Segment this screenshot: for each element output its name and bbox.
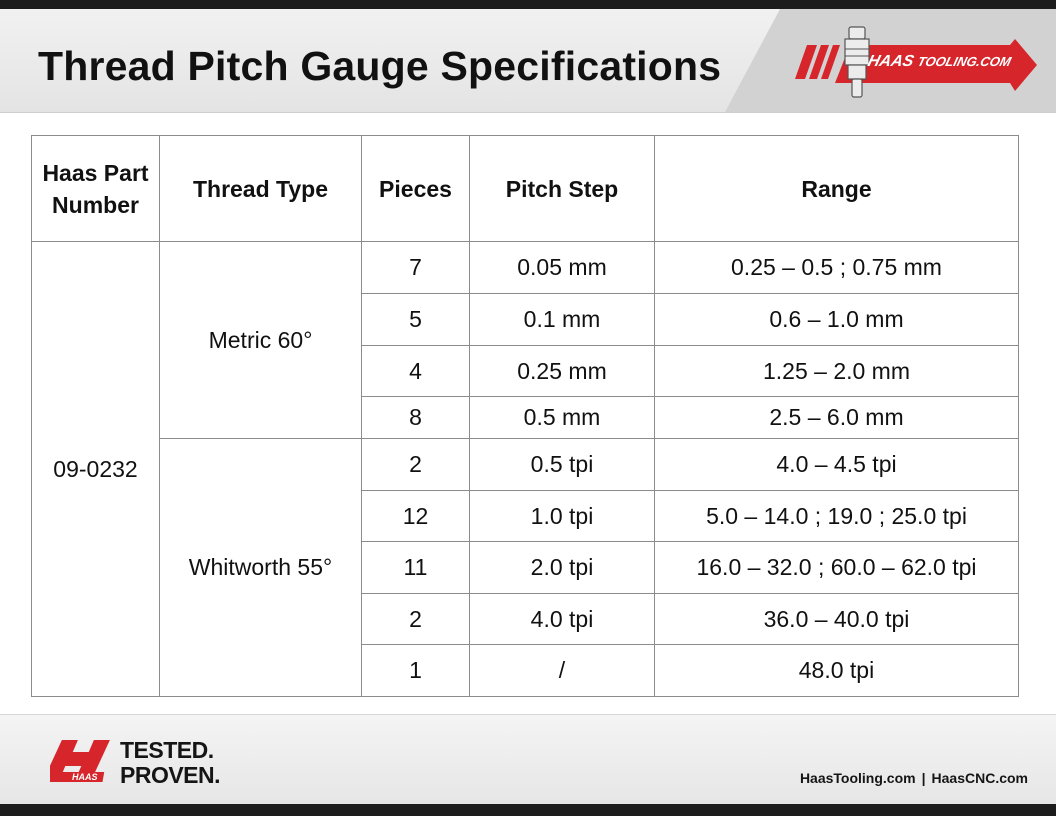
footer-links	[800, 770, 1028, 786]
link-haastooling[interactable]: HaasTooling.com	[799, 770, 916, 786]
logo-wordmark: HAAS TOOLING.COM	[866, 53, 1013, 70]
header-range: Range	[655, 136, 1019, 242]
pitch-step-cell: /	[470, 645, 655, 697]
tested-proven-text	[120, 738, 220, 788]
pitch-step-cell: 1.0 tpi	[470, 491, 655, 542]
range-cell: 48.0 tpi	[655, 645, 1019, 697]
table-header-row	[32, 136, 1019, 242]
header-part-number: Haas Part Number	[32, 136, 160, 242]
pieces-cell: 4	[362, 346, 470, 397]
range-cell: 2.5 – 6.0 mm	[655, 397, 1019, 439]
range-cell: 5.0 – 14.0 ; 19.0 ; 25.0 tpi	[655, 491, 1019, 542]
page-title: Thread Pitch Gauge Specifications	[38, 43, 722, 89]
pitch-step-cell: 0.5 tpi	[470, 439, 655, 491]
header-thread-type: Thread Type	[160, 136, 362, 242]
thread-type-metric: Metric 60°	[160, 242, 362, 439]
table-row	[32, 242, 1019, 294]
specs-table	[31, 135, 1019, 697]
thread-type-whitworth: Whitworth 55°	[160, 439, 362, 697]
pitch-step-cell: 0.1 mm	[470, 294, 655, 346]
pitch-step-cell: 0.05 mm	[470, 242, 655, 294]
proven-line: PROVEN.	[120, 762, 221, 788]
pieces-cell: 8	[362, 397, 470, 439]
bottom-stripe	[0, 804, 1056, 816]
top-stripe	[0, 0, 1056, 9]
pieces-cell: 1	[362, 645, 470, 697]
pieces-cell: 11	[362, 542, 470, 594]
pieces-cell: 5	[362, 294, 470, 346]
tested-line: TESTED.	[120, 737, 214, 763]
pitch-step-cell: 4.0 tpi	[470, 594, 655, 645]
part-number-cell: 09-0232	[32, 242, 160, 697]
pieces-cell: 12	[362, 491, 470, 542]
pitch-step-cell: 0.25 mm	[470, 346, 655, 397]
header-bar	[0, 9, 1056, 113]
pieces-cell: 7	[362, 242, 470, 294]
range-cell: 1.25 – 2.0 mm	[655, 346, 1019, 397]
link-separator: |	[921, 770, 926, 786]
range-cell: 0.6 – 1.0 mm	[655, 294, 1019, 346]
range-cell: 16.0 – 32.0 ; 60.0 – 62.0 tpi	[655, 542, 1019, 594]
range-cell: 4.0 – 4.5 tpi	[655, 439, 1019, 491]
header-pitch-step: Pitch Step	[470, 136, 655, 242]
haas-h-logo	[50, 728, 120, 790]
range-cell: 36.0 – 40.0 tpi	[655, 594, 1019, 645]
table-row	[32, 439, 1019, 491]
pitch-step-cell: 0.5 mm	[470, 397, 655, 439]
svg-text:HAAS: HAAS	[72, 772, 98, 782]
pitch-step-cell: 2.0 tpi	[470, 542, 655, 594]
pieces-cell: 2	[362, 439, 470, 491]
header-pieces: Pieces	[362, 136, 470, 242]
range-cell: 0.25 – 0.5 ; 0.75 mm	[655, 242, 1019, 294]
pieces-cell: 2	[362, 594, 470, 645]
link-haascnc[interactable]: HaasCNC.com	[931, 770, 1028, 786]
